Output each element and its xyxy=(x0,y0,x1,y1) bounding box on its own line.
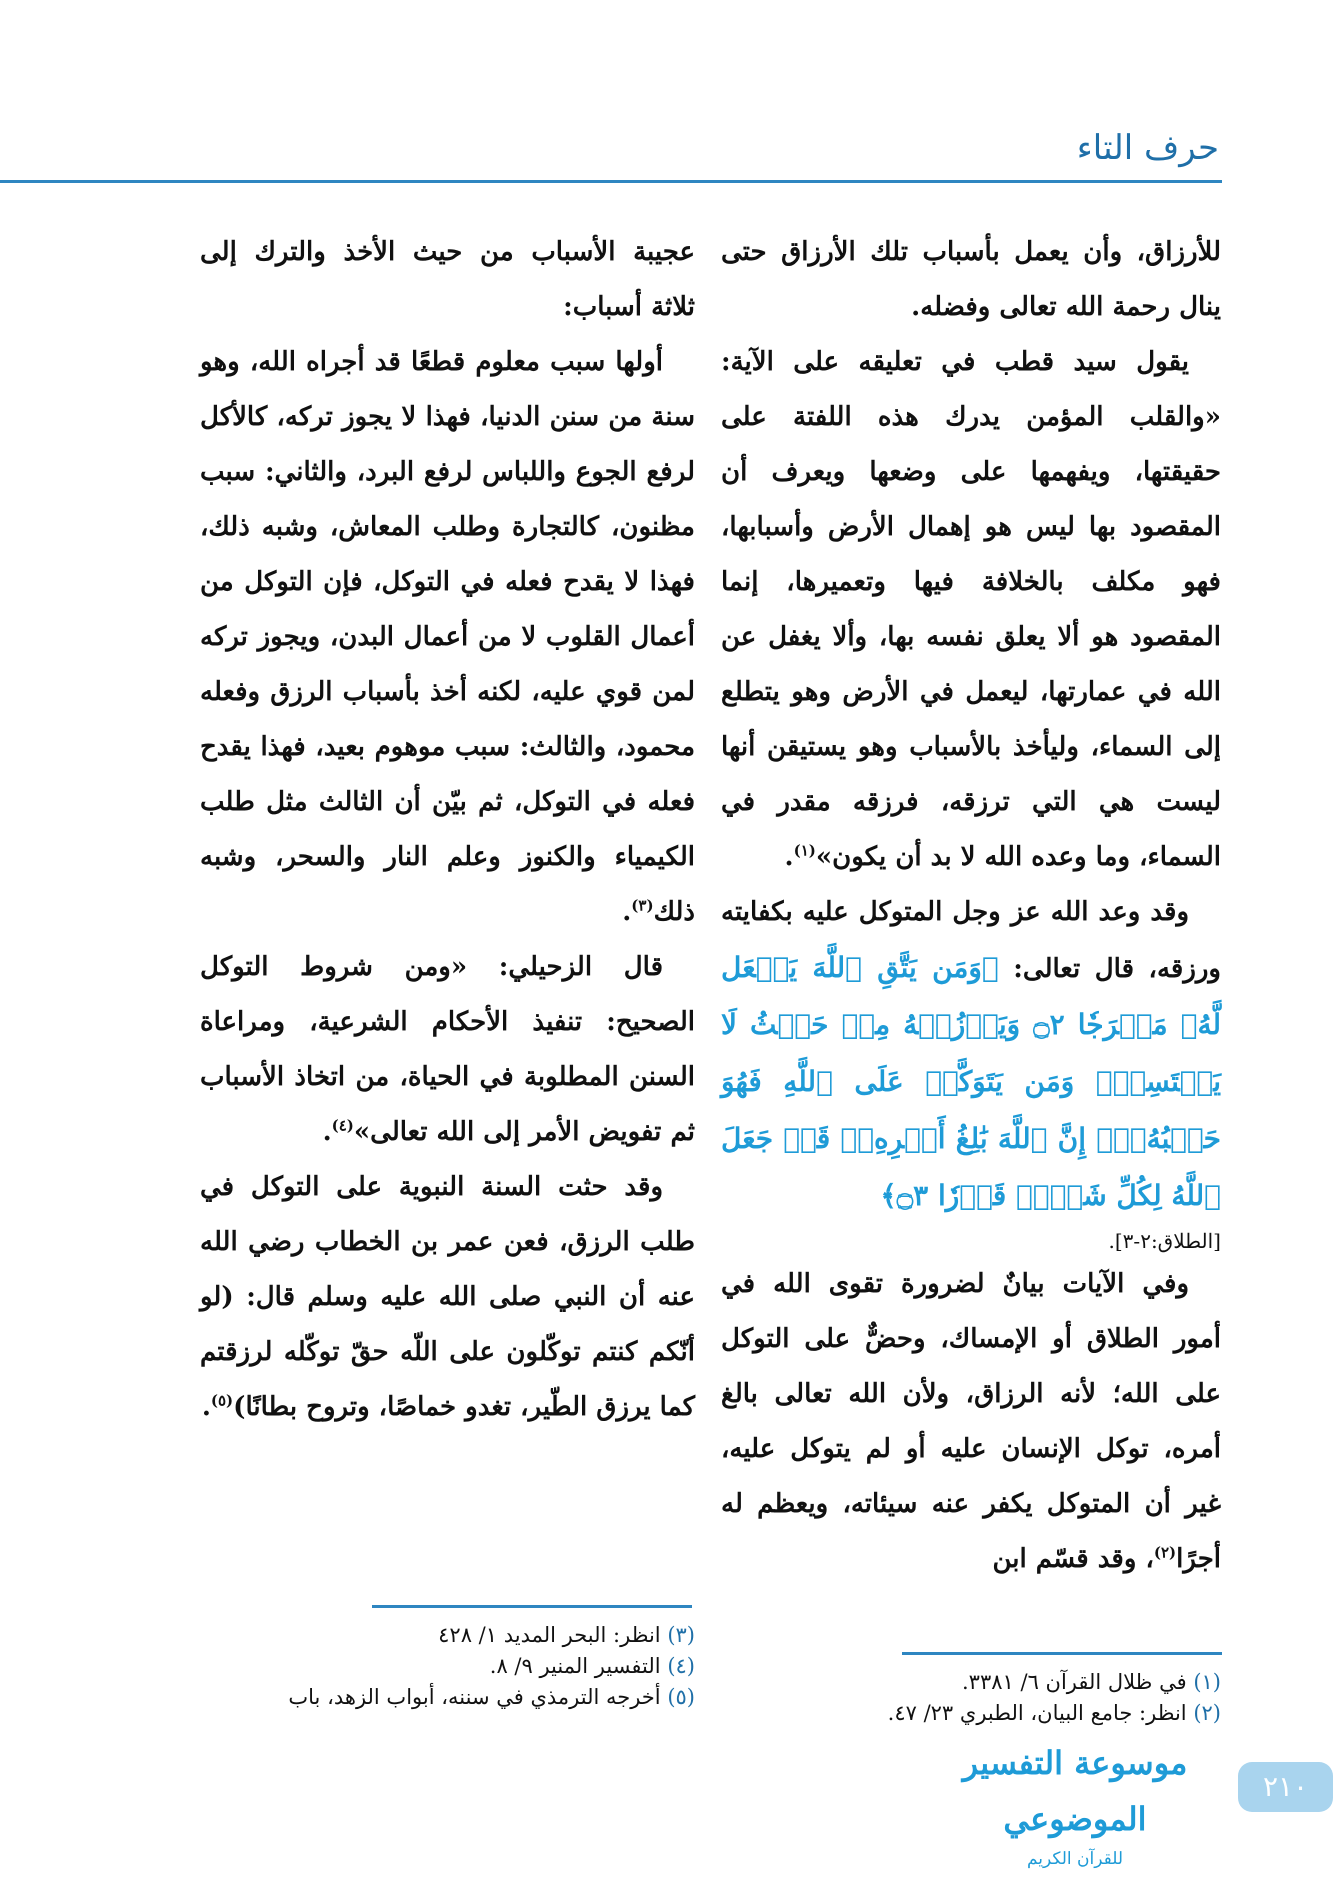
paragraph-text: وقد وعد الله عز وجل المتوكل عليه بكفايته ورزقه، قال تعالى: xyxy=(721,897,1221,984)
zuhaili-quote: قال الزحيلي: «ومن شروط التوكل الصحيح: تنفيذ الأحكام الشرعية، ومراعاة السنن المطلوبة في الحياة، من اتخاذ الأسباب ثم تفويض الأمر إلى الله تعالى» xyxy=(200,952,695,1147)
paragraph xyxy=(721,1257,1221,1587)
footnote-ref[interactable]: (٢) xyxy=(1153,1543,1177,1562)
paragraph: أولها سبب معلوم قطعًا قد أجراه الله، وهو سنة من سنن الدنيا، فهذا لا يجوز تركه، كالأكل لرفع الجوع واللباس لرفع البرد، والثاني: سبب مظنون، كالتجارة وطلب المعاش، وشبه ذلك، فهذا لا يقدح فعله في التوكل، فإن التوكل من أعمال القلوب لا من أعمال البدن، ويجوز تركه لمن قوي عليه، لكنه أخذ بأسباب الرزق وفعله محمود، والثالث: سبب موهوم بعيد، فهذا يقدح فعله في التوكل، ثم بيّن أن الثالث مثل طلب الكيمياء والكنوز وعلم النار والسحر، وشبه ذلك$^{(٣)}$. xyxy=(200,347,695,927)
paragraph-text: أولها سبب معلوم قطعًا قد أجراه الله، وهو سنة من سنن الدنيا، فهذا لا يجوز تركه، كالأكل لرفع الجوع واللباس لرفع البرد، والثاني: سبب مظنون، كالتجارة وطلب المعاش، وشبه ذلك، فهذا لا يقدح فعله في التوكل، فإن التوكل من أعمال القلوب لا من أعمال البدن، ويجوز تركه لمن قوي عليه، لكنه أخذ بأسباب الرزق وفعله محمود، والثالث: سبب موهوم بعيد، فهذا يقدح فعله في التوكل، ثم بيّن أن الثالث مثل طلب الكيمياء والكنوز وعلم النار والسحر، وشبه ذلك xyxy=(200,347,695,927)
paragraph-text: وقد حثت السنة النبوية على التوكل في طلب الرزق، فعن عمر بن الخطاب رضي الله عنه أن النبي صلى الله عليه وسلم قال: xyxy=(200,1172,695,1312)
footnote-item xyxy=(721,1667,1221,1698)
footnote-text: في ظلال القرآن ٦/ ٣٣٨١. xyxy=(961,1670,1187,1694)
quran-verse: ﴿وَمَن يَتَّقِ ٱللَّهَ يَجۡعَل لَّهُۥ مَخۡرَجٗا ۝٢ وَيَرۡزُقۡهُ مِنۡ حَيۡثُ لَا يَحۡتَسِبُۚ وَمَن يَتَوَكَّلۡ عَلَى ٱللَّهِ فَهُوَ حَسۡبُهُۥٓۚ إِنَّ ٱللَّهَ بَٰلِغُ أَمۡرِهِۦۚ قَدۡ جَعَلَ ٱللَّهُ لِكُلِّ شَيۡءٖ قَدۡرٗا ۝٣﴾ xyxy=(721,951,1221,1212)
paragraph: للأرزاق، وأن يعمل بأسباب تلك الأرزاق حتى ينال رحمة الله تعالى وفضله. xyxy=(721,237,1221,322)
paragraph xyxy=(721,885,1221,1225)
paragraph: وقد حثت السنة النبوية على التوكل في طلب الرزق، فعن عمر بن الخطاب رضي الله عنه أن النبي صلى الله عليه وسلم قال: (لو أنّكم كنتم توكّلون على اللّه حقّ توكّله لرزقتم كما يرزق الطّير، تغدو خماصًا، وتروح بطانًا)$^{(٥)}$. xyxy=(200,1172,695,1422)
chapter-title: حرف التاء xyxy=(1076,128,1219,168)
footnote-text: التفسير المنير ٩/ ٨. xyxy=(489,1654,661,1678)
footnote-divider xyxy=(372,1605,692,1608)
footnote-text: أخرجه الترمذي في سننه، أبواب الزهد، باب xyxy=(288,1685,661,1709)
left-column xyxy=(200,225,695,1435)
paragraph: يقول سيد قطب في تعليقه على الآية: «والقلب المؤمن يدرك هذه اللفتة على حقيقتها، ويفهمها على وضعها ويعرف أن المقصود بها ليس هو إهمال الأرض وأسبابها، فهو مكلف بالخلافة فيها وتعميرها، إنما المقصود هو ألا يعلق نفسه بها، وألا يغفل عن الله في عمارتها، ليعمل في الأرض وهو يتطلع إلى السماء، وليأخذ بالأسباب وهو يستيقن أنها ليست هي التي ترزقه، فرزقه مقدر في السماء، وما وعده الله لا بد أن يكون»$^{(١)}$. xyxy=(721,347,1221,872)
header-divider xyxy=(0,180,1222,183)
footnote-number: (٥) xyxy=(667,1685,695,1709)
logo-subtitle: للقرآن الكريم xyxy=(1026,1849,1124,1869)
footnote-number: (٢) xyxy=(1193,1701,1221,1725)
paragraph: عجيبة الأسباب من حيث الأخذ والترك إلى ثلاثة أسباب: xyxy=(200,237,695,322)
logo-title: موسوعة التفسير الموضوعي xyxy=(962,1744,1188,1838)
footnotes-left xyxy=(200,1620,695,1713)
footnote-number: (٣) xyxy=(667,1623,695,1647)
paragraph: قال الزحيلي: «ومن شروط التوكل الصحيح: تنفيذ الأحكام الشرعية، ومراعاة السنن المطلوبة في الحياة، من اتخاذ الأسباب ثم تفويض الأمر إلى الله تعالى»$^{(٤)}$. xyxy=(200,952,695,1147)
footnote-ref[interactable]: (٤) xyxy=(331,1116,354,1135)
footnote-number: (٤) xyxy=(667,1654,695,1678)
footnote-ref[interactable]: (٣) xyxy=(631,896,654,915)
qutb-quote: يقول سيد قطب في تعليقه على الآية: «والقلب المؤمن يدرك هذه اللفتة على حقيقتها، ويفهمها على وضعها ويعرف أن المقصود بها ليس هو إهمال الأرض وأسبابها، فهو مكلف بالخلافة فيها وتعميرها، إنما المقصود هو ألا يعلق نفسه بها، وألا يغفل عن الله في عمارتها، ليعمل في الأرض وهو يتطلع إلى السماء، وليأخذ بالأسباب وهو يستيقن أنها ليست هي التي ترزقه، فرزقه مقدر في السماء، وما وعده الله لا بد أن يكون» xyxy=(721,347,1221,872)
footnotes-right xyxy=(721,1667,1221,1729)
right-column xyxy=(721,225,1221,1587)
paragraph-text: وفي الآيات بيانٌ لضرورة تقوى الله في أمور الطلاق أو الإمساك، وحضٌّ على التوكل على الله؛ لأنه الرزاق، ولأن الله تعالى بالغ أمره، توكل الإنسان عليه أو لم يتوكل عليه، غير أن المتوكل يكفر عنه سيئاته، ويعظم له أجرًا xyxy=(721,1269,1221,1574)
footnote-item xyxy=(200,1620,695,1651)
footnote-text: انظر: البحر المديد ١/ ٤٢٨ xyxy=(438,1623,661,1647)
footnote-ref[interactable]: (١) xyxy=(793,841,816,860)
encyclopedia-logo xyxy=(945,1735,1205,1869)
page-number: ٢١٠ xyxy=(1238,1762,1333,1812)
footnote-item xyxy=(721,1698,1221,1729)
footnote-text: انظر: جامع البيان، الطبري ٢٣/ ٤٧. xyxy=(887,1701,1187,1725)
footnote-item xyxy=(200,1682,695,1713)
verse-reference: [الطلاق:٢-٣]. xyxy=(1108,1229,1221,1253)
paragraph-text: ، وقد قسّم ابن xyxy=(992,1544,1154,1574)
footnote-ref[interactable]: (٥) xyxy=(210,1391,234,1410)
hadith-text: (لو أنّكم كنتم توكّلون على اللّه حقّ توكّله لرزقتم كما يرزق الطّير، تغدو خماصًا، وتروح بطانًا) xyxy=(200,1282,695,1422)
footnote-divider xyxy=(902,1652,1222,1655)
footnote-number: (١) xyxy=(1193,1670,1221,1694)
footnote-item xyxy=(200,1651,695,1682)
